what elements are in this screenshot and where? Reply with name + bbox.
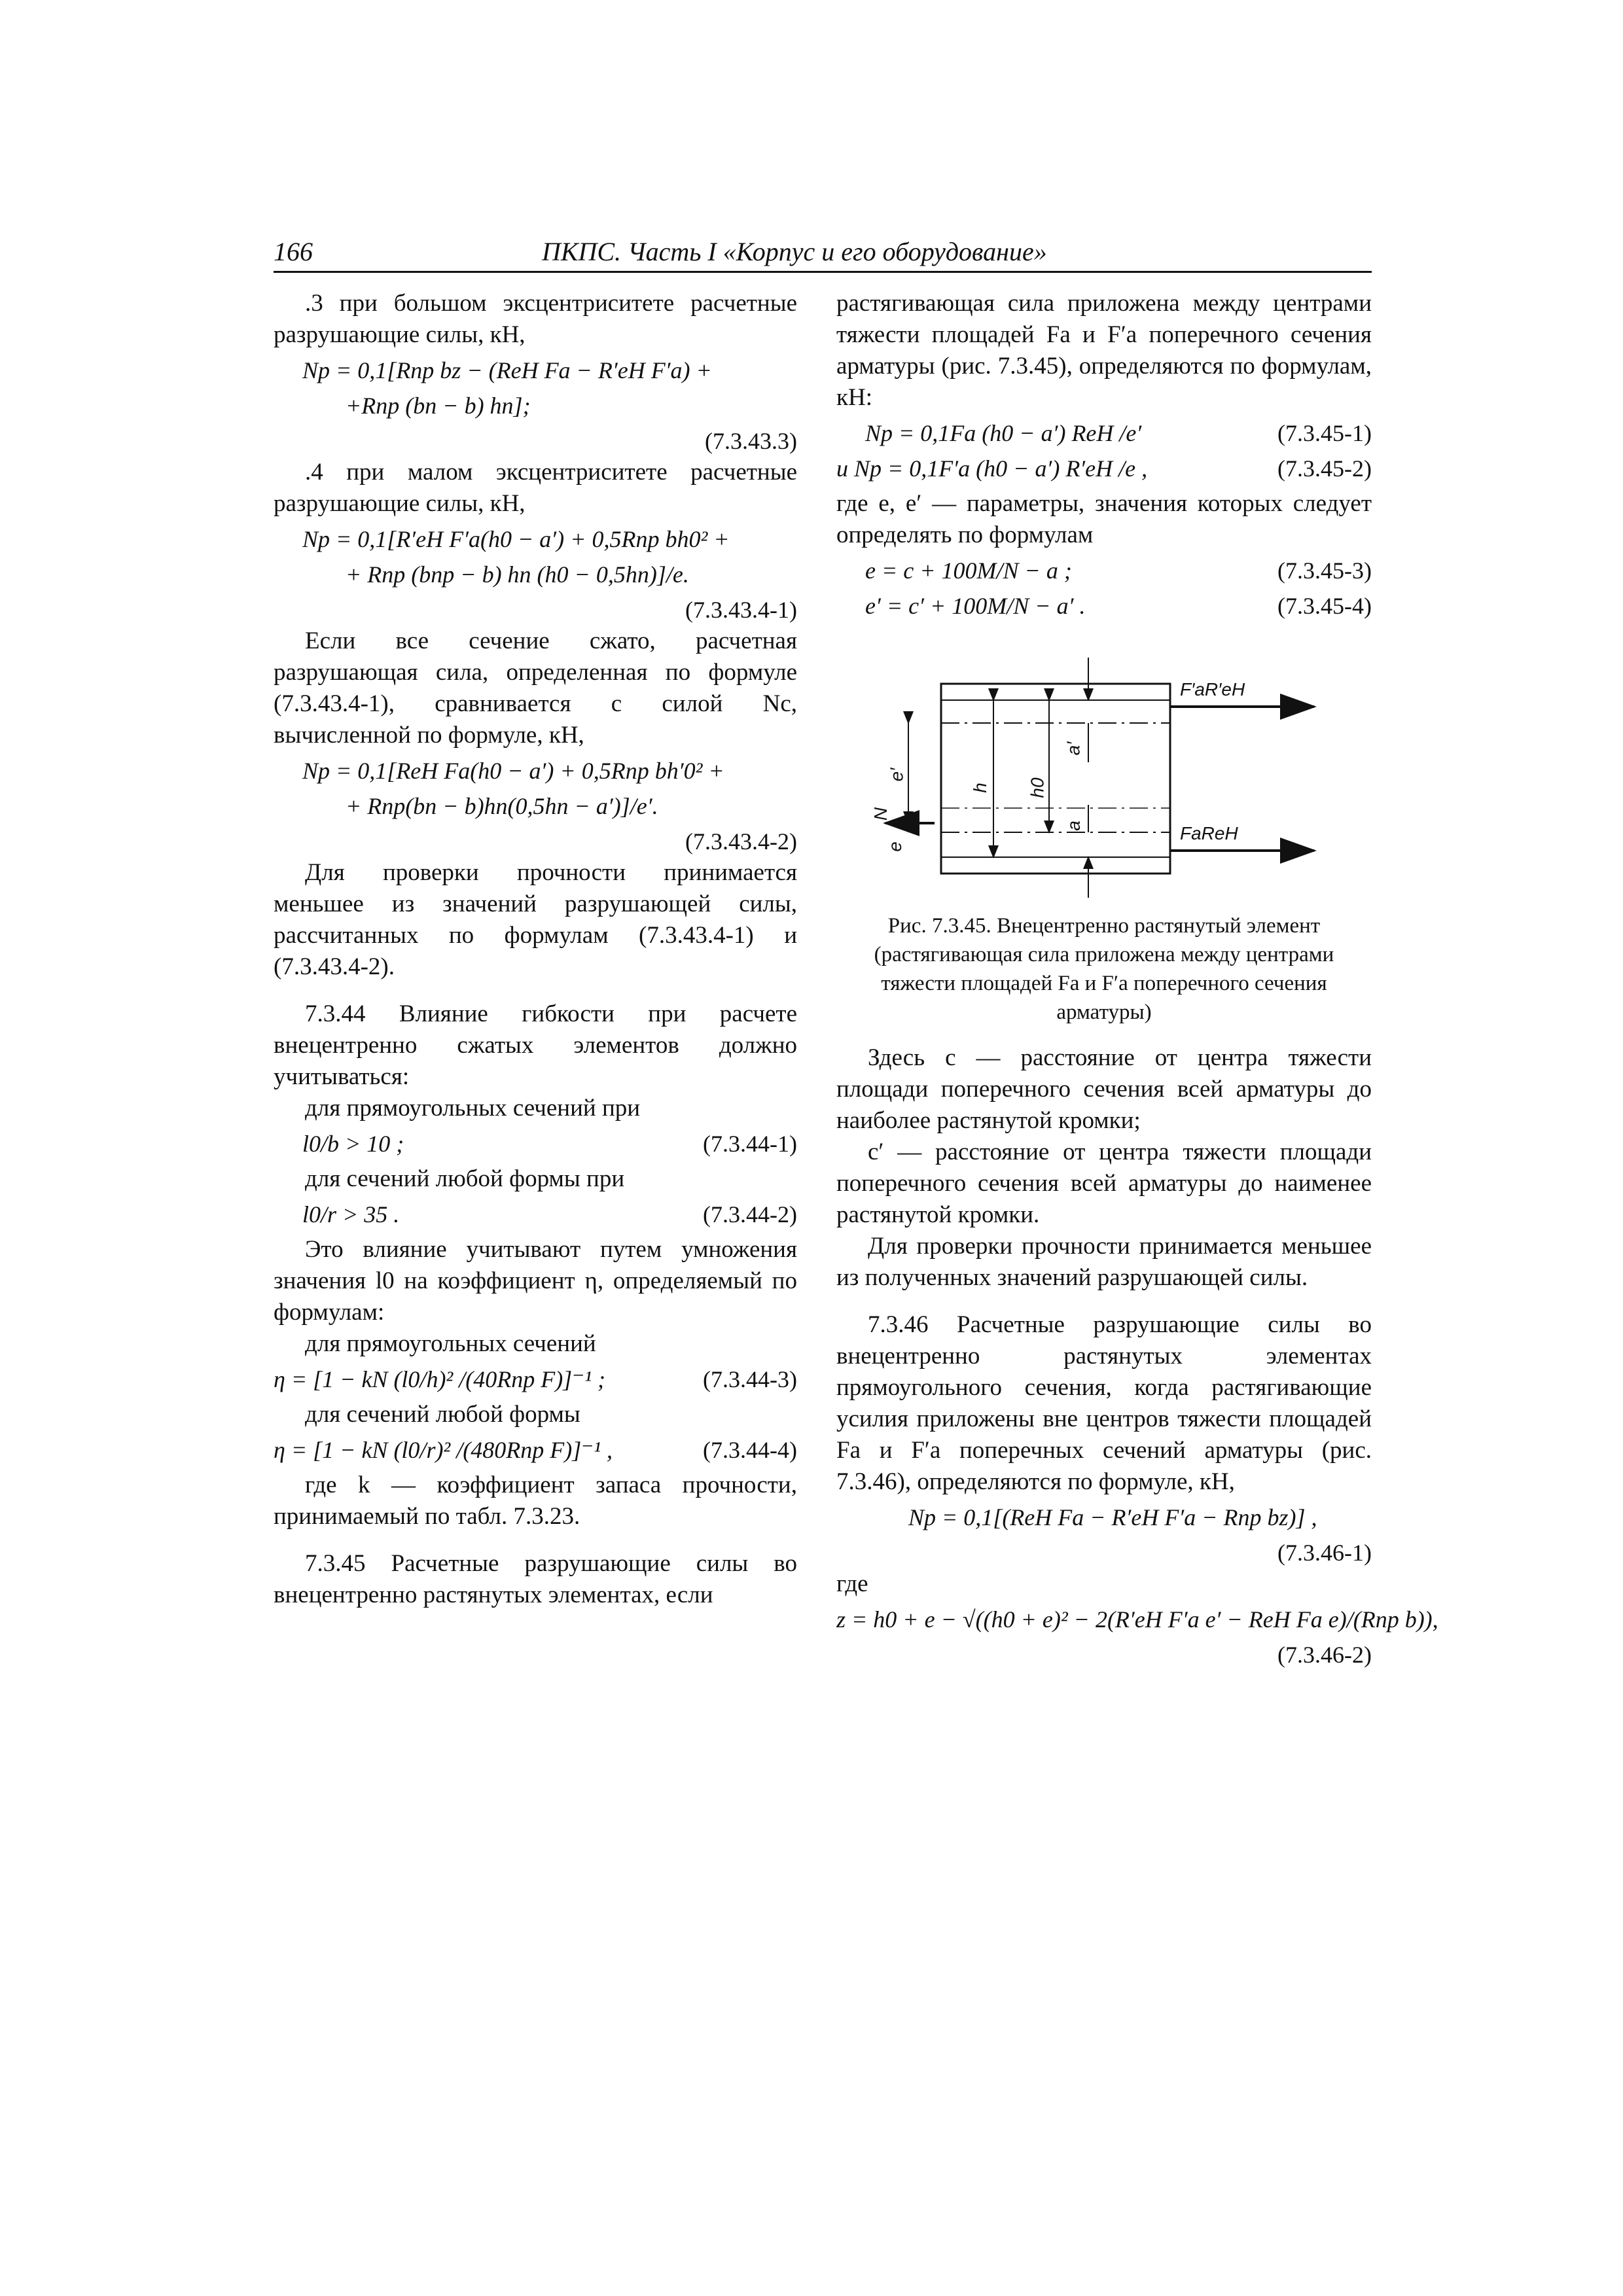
formula — [274, 523, 797, 555]
formula-text: z = h0 + e − √((h0 + e)² − 2(R′еН F′а e′ − RеН Fа e)/(Rпр b)), — [836, 1606, 1438, 1633]
running-header — [274, 234, 1372, 273]
figure-7-3-45 — [836, 641, 1372, 900]
formula-text: Nр = 0,1[Rпр bz − (RеН Fа − R′еН F′а) + — [302, 357, 712, 383]
formula — [836, 417, 1372, 449]
equation-number: (7.3.45-3) — [1277, 557, 1372, 584]
formula-text: e = c + 100M/N − a ; — [865, 557, 1072, 584]
formula-text: + Rпр (bпр − b) hп (h0 − 0,5hп)]/e. — [346, 561, 689, 588]
figure-caption: Рис. 7.3.45. Внецентренно растянутый элемент (растягивающая сила приложена между центрами тяжести площадей Fа и F′а поперечного сечения арматуры) — [874, 914, 1334, 1024]
equation-number: (7.3.45-4) — [1277, 593, 1372, 619]
formula-text: l0/b > 10 ; — [302, 1131, 404, 1157]
paragraph: для прямоугольных сечений — [305, 1330, 596, 1357]
label-e: e — [884, 841, 905, 852]
equation-number: (7.3.43.3) — [705, 428, 797, 454]
paragraph: для сечений любой формы — [305, 1401, 580, 1428]
formula — [836, 1502, 1372, 1533]
formula-text: Nр = 0,1[R′еН F′а(h0 − a′) + 0,5Rпр bh0² + — [302, 526, 730, 552]
paragraph: c′ — расстояние от центра тяжести площади поперечного сечения всей арматуры до наименее растянутой кромки. — [836, 1139, 1372, 1228]
formula-text: и Nр = 0,1F′а (h0 − a′) R′еН /e , — [836, 455, 1148, 482]
paragraph: Это влияние учитывают путем умножения значения l0 на коэффициент η, определяемый по формулам: — [274, 1236, 797, 1326]
formula-text: Nр = 0,1Fа (h0 − a′) RеН /e′ — [865, 420, 1142, 446]
paragraph: для сечений любой формы при — [305, 1165, 625, 1192]
paragraph: где e, e′ — параметры, значения которых следует определять по формулам — [836, 490, 1372, 548]
label-a: a — [1063, 821, 1084, 831]
formula — [274, 390, 797, 421]
formula-text: l0/r > 35 . — [302, 1201, 400, 1227]
paragraph: 7.3.44 Влияние гибкости при расчете внецентренно сжатых элементов должно учитываться: — [274, 1000, 797, 1090]
formula — [274, 355, 797, 386]
paragraph: Здесь c — расстояние от центра тяжести площади поперечного сечения всей арматуры до наиболее растянутой кромки; — [836, 1044, 1372, 1134]
paragraph: 7.3.45 Расчетные разрушающие силы во внецентренно растянутых элементах, если — [274, 1550, 797, 1608]
equation-number: (7.3.43.4-1) — [685, 597, 797, 623]
paragraph: Для проверки прочности принимается меньшее из значений разрушающей силы, рассчитанных по формулам (7.3.43.4-1) и (7.3.43.4-2). — [274, 859, 797, 980]
formula — [836, 453, 1372, 484]
equation-number: (7.3.46-1) — [1277, 1540, 1372, 1566]
running-title: ПКПС. Часть I «Корпус и его оборудование» — [542, 237, 1047, 266]
formula — [836, 555, 1372, 586]
formula-text: Nр = 0,1[RеН Fа(h0 − a′) + 0,5Rпр bh′0² + — [302, 758, 724, 784]
formula — [274, 1199, 797, 1230]
equation-number: (7.3.43.4-2) — [685, 828, 797, 855]
paragraph: .3 при большом эксцентриситете расчетные разрушающие силы, кН, — [274, 290, 797, 348]
equation-number: (7.3.44-3) — [703, 1366, 797, 1392]
paragraph: где — [836, 1570, 868, 1597]
equation-number: (7.3.45-2) — [1277, 455, 1372, 482]
label-a-prime: a′ — [1063, 741, 1084, 756]
formula — [836, 590, 1372, 622]
formula — [274, 1434, 797, 1466]
label-h0: h0 — [1027, 777, 1048, 798]
formula — [274, 755, 797, 786]
left-column — [274, 288, 797, 1611]
paragraph: 7.3.46 Расчетные разрушающие силы во внецентренно растянутых элементах прямоугольного сечения, когда растягивающие усилия приложены вне центров тяжести площадей Fа и F′а поперечных сечений арматуры (рис. 7.3.46), определяются по формуле, кН, — [836, 1311, 1372, 1495]
formula-text: η = [1 − kN (l0/r)² /(480Rпр F)]⁻¹ , — [274, 1437, 613, 1463]
paragraph: растягивающая сила приложена между центрами тяжести площадей Fа и F′а поперечного сечения арматуры (рис. 7.3.45), определяются по формулам, кН: — [836, 290, 1372, 411]
equation-number: (7.3.44-4) — [703, 1437, 797, 1463]
page-number: 166 — [274, 237, 313, 266]
label-top-force: F′аR′еН — [1180, 679, 1245, 699]
formula-text: + Rпр(bп − b)hп(0,5hп − a′)]/e′. — [346, 793, 658, 819]
paragraph: .4 при малом эксцентриситете расчетные разрушающие силы, кН, — [274, 459, 797, 517]
formula — [274, 790, 797, 822]
label-e-prime: e′ — [886, 768, 907, 782]
formula-text: Nр = 0,1[(RеН Fа − R′еН F′а − Rпр bz)] , — [908, 1504, 1317, 1530]
formula — [836, 1604, 1438, 1635]
formula-text: η = [1 − kN (l0/h)² /(40Rпр F)]⁻¹ ; — [274, 1366, 605, 1392]
equation-number: (7.3.46-2) — [1277, 1642, 1372, 1668]
paragraph: где k — коэффициент запаса прочности, принимаемый по табл. 7.3.23. — [274, 1472, 797, 1530]
equation-number: (7.3.44-2) — [703, 1201, 797, 1227]
formula — [274, 559, 797, 590]
right-column — [836, 288, 1438, 1670]
label-bottom-force: FаRеН — [1180, 823, 1238, 843]
formula-text: e′ = c′ + 100M/N − a′ . — [865, 593, 1086, 619]
equation-number: (7.3.45-1) — [1277, 420, 1372, 446]
label-h: h — [969, 783, 990, 793]
paragraph: Для проверки прочности принимается меньшее из полученных значений разрушающей силы. — [836, 1233, 1372, 1291]
paragraph: для прямоугольных сечений при — [305, 1095, 641, 1122]
equation-number: (7.3.44-1) — [703, 1131, 797, 1157]
label-n: N — [870, 807, 891, 821]
formula — [274, 1364, 797, 1395]
element-diagram — [836, 641, 1372, 900]
formula — [274, 1128, 797, 1159]
formula-text: +Rпр (bп − b) hп]; — [346, 393, 531, 419]
beam-outline — [941, 684, 1170, 874]
paragraph: Если все сечение сжато, расчетная разрушающая сила, определенная по формуле (7.3.43.4-1), сравнивается с силой Nс, вычисленной по формуле, кН, — [274, 627, 797, 749]
